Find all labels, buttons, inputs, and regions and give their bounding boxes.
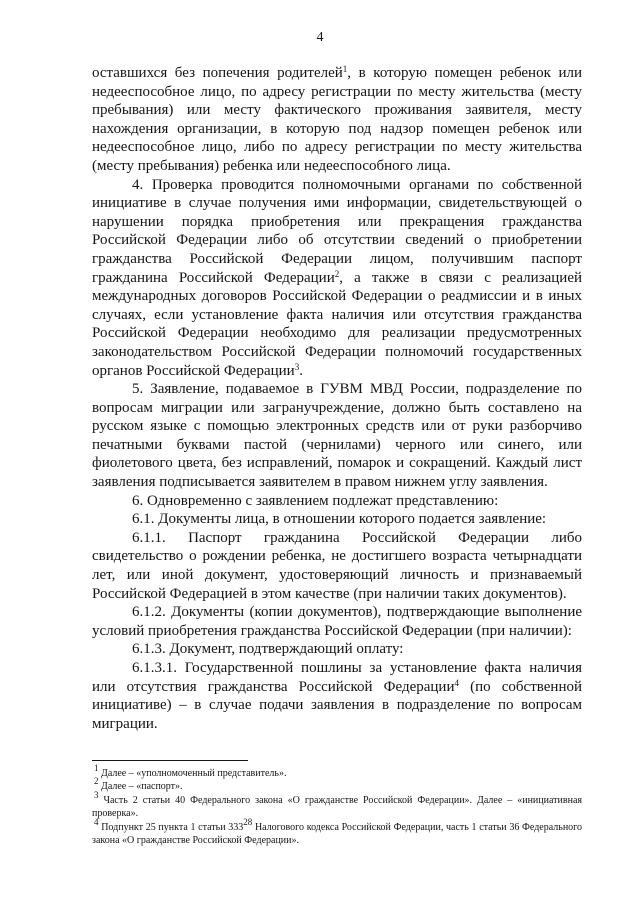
footnotes [92,763,583,847]
paragraph-6-1-1: 6.1.1. Паспорт гражданина Российской Федерации либо свидетельство о рождении ребенка, не достигшего возраста четырнадцати лет, или иной документ, удостоверяющий личность и признаваемый Российской Федерацией в этом качестве (при наличии таких документов). [92,529,582,602]
page-number: 4 [316,30,324,45]
paragraph-6-1-3-1: 6.1.3.1. Государственной пошлины за установление факта наличия или отсутствия гражданства Российской Федерации$^4$ (по собственной инициативе) – в случае подачи заявления в подразделение по вопросам миграции. [92,660,582,732]
document-body [92,64,582,733]
footnote-separator [92,760,248,761]
footnote-3: $^3$ Часть 2 статьи 40 Федерального закона «О гражданстве Российской Федерации». Далее – «инициативная проверка». [92,789,582,820]
paragraph-4: 4. Проверка проводится полномочными органами по собственной инициативе в случае получения ими информации, свидетельствующей о нарушении порядка приобретения или прекращения гражданства Российской Федерации либо об отсутствии сведений о приобретении гражданства Российской Федерации лицом, получившим паспорт гражданина Российской Федерации$^2$, а также в связи с реализацией международных договоров Российской Федерации о реадмиссии и в иных случаях, если установление факта наличия или отсутствия гражданства Российской Федерации необходимо для реализации предусмотренных законодательством Российской Федерации полномочий государственных органов Российской Федерации$^3$. [92,176,583,379]
footnote-2: $^2$ Далее – «паспорт». [94,776,183,793]
paragraph-6-1-3: 6.1.3. Документ, подтверждающий оплату: [132,641,404,658]
footnote-ref-2: 2 [334,268,340,279]
footnote-ref-3: 3 [294,361,300,372]
footnote-ref-4: 4 [454,677,459,688]
paragraph-continuation: оставшихся без попечения родителей$^1$, в которую помещен ребенок или недееспособное лицо, по адресу регистрации по месту жительства (месту пребывания) или месту фактического проживания заявителя, месту нахождения организации, в которую под надзор помещен ребенок или недееспособное лицо, либо по адресу регистрации по месту жительства (месту пребывания) ребенка или недееспособного лица. [92,64,582,174]
footnote-ref-1: 1 [342,64,348,74]
footnote-4: $^4$ Подпункт 25 пункта 1 статьи $333^{28}$ Налогового кодекса Российской Федерации, часть 1 статьи 36 Федерального закона «О гражданстве Российской Федерации». [92,816,583,847]
footnote-1: $^1$ Далее – «уполномоченный представитель». [94,763,287,779]
paragraph-6-1: 6.1. Документы лица, в отношении которого подается заявление: [132,511,547,528]
paragraph-6-1-2: 6.1.2. Документы (копии документов), подтверждающие выполнение условий приобретения гражданства Российской Федерации (при наличии): [92,604,582,639]
paragraph-6: 6. Одновременно с заявлением подлежат представлению: [132,492,499,509]
paragraph-5: 5. Заявление, подаваемое в ГУВМ МВД России, подразделение по вопросам миграции или загранучреждение, должно быть составлено на русском языке с помощью электронных средств или от руки разборчиво печатными буквами пастой (чернилами) черного или синего, или фиолетового цвета, без исправлений, помарок и сокращений. Каждый лист заявления подписывается заявителем в правом нижнем углу заявления. [92,381,582,491]
